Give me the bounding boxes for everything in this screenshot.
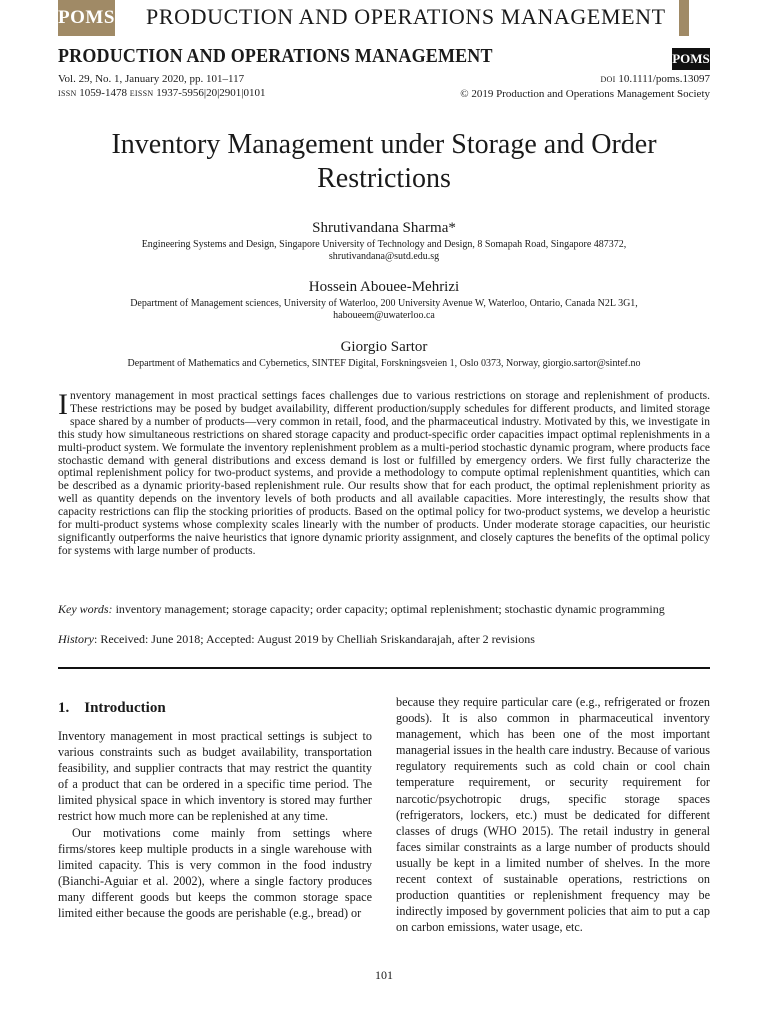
poms-badge: POMS [672,48,710,70]
body-paragraph: because they require particular care (e.g., refrigerated or frozen goods). It is also common in pharmaceutical inventory management, which has been one of the most important managerial issues in the health care industry. Because of various regulatory requirements such as cold chain or cool chain temperature requirement, or security requirement for narcotic/psychotropic drugs, specific storage spaces (refrigerators, lockers, etc.) must be dedicated for different classes of drugs (WHO 2015). The retail industry in general faces similar constraints as a large number of products should usually be kept in a limited number of shelves. In the more recent context of sustainable operations, restrictions on production quantities or replenishment frequency may be indirectly imposed by government policies that aim to put a cap on carbon emissions, water usage, etc. [396,695,710,935]
author-affiliation [58,298,710,322]
history-label: History [58,632,94,646]
title-line-2: Restrictions [317,163,451,194]
doi-line [460,72,710,87]
doi-value[interactable]: 10.1111/poms.13097 [618,73,710,85]
affiliation-text: Engineering Systems and Design, Singapore University of Technology and Design, 8 Somapah Road, Singapore 487372, [141,239,627,250]
affiliation-text: Department of Management sciences, University of Waterloo, 200 University Avenue W, Waterloo, Ontario, Canada N2L 3G1, [130,298,638,309]
eissn-label: EISSN [129,89,154,98]
issn-value: 1059-1478 [79,87,127,99]
author-name: Shrutivandana Sharma* [312,220,456,236]
article-history [58,632,710,646]
abstract-dropcap: I [58,388,68,421]
journal-top-banner [0,0,768,36]
keywords-text: inventory management; storage capacity; order capacity; optimal replenishment; stochastic dynamic programming [115,602,665,616]
title-line-1: Inventory Management under Storage and Order [111,129,657,160]
keywords-label: Key words: [58,602,113,616]
doi-info [460,72,710,101]
issn-label: ISSN [58,89,77,98]
history-text: : Received: June 2018; Accepted: August 2019 by Chelliah Sriskandarajah, after 2 revisions [94,632,535,646]
body-paragraph: Inventory management in most practical settings is subject to various constraints such as budget availability, transportation feasibility, and supplier contracts that may restrict the quantity of a product that can be ordered in a specific time period. The limited physical space in which inventory is stored may further restrict how much more can be replenished at any time. [58,729,372,824]
issue-info [58,72,265,101]
poms-logo: POMS [58,0,115,36]
eissn-value: 1937-5956|20|2901|0101 [156,87,266,99]
author-email[interactable]: haboueem@uwaterloo.ca [333,310,435,321]
section-heading-introduction: 1. Introduction [58,700,166,716]
author-name: Hossein Abouee-Mehrizi [308,279,460,295]
page-number: 101 [375,968,393,982]
author-email[interactable]: shrutivandana@sutd.edu.sg [328,251,440,262]
journal-title: PRODUCTION AND OPERATIONS MANAGEMENT [58,45,493,67]
abstract-text: nventory management in most practical settings faces challenges due to various restrictions on storage and replenishment of products. These restrictions may be posed by budget availability, different production/supply schedules for different products, and limited storage space shared by a number of products—very common in retail, food, and the pharmaceutical industry. Motivated by this, we investigate in this study how simultaneous restrictions on shared storage capacity and product-specific order capacities impact optimal replenishments in a multi-product system. We formulate the inventory replenishment problem as a multi-period stochastic dynamic program, where products face stochastic demand with general distributions and excess demand is lost or fulfilled by emergency orders. We first fully characterize the optimal replenishment policy for two-product systems, and provide a methodology to compute optimal replenishment quantities, which can be described as a dynamic priority-based replenishment rule. Our results show that for each product, the optimal replenishment priority as well as quantity depends on the inventory levels of both products and all available capacities. More interestingly, the results show that capacity restrictions can flip the stocking priorities of products. Based on the optimal policy for two-product systems, we develop a heuristic for multi-product systems whose complexity scales linearly with the number of products. Under moderate storage capacities, our heuristic significantly outperforms the naive heuristics that ignore dynamic priority assignment, and closely captures the benefits of the optimal policy for systems with large number of products. [58,390,710,557]
body-paragraph: Our motivations come mainly from settings where firms/stores keep multiple products in a single warehouse with limited capacity. This is very common in the food industry (Bianchi-Aguiar et al. 2002), where a single factory produces many different goods but keeps the common storage space limited either because the goods are perishable (e.g., bread) or [58,825,372,921]
abstract [58,390,710,558]
copyright-line: © 2019 Production and Operations Management Society [460,88,710,100]
article-title [58,128,710,196]
body-column-left [58,728,372,921]
volume-line: Vol. 29, No. 1, January 2020, pp. 101–117 [58,73,245,85]
issn-line [58,86,265,101]
doi-label: DOI [600,75,616,84]
journal-banner-title: PRODUCTION AND OPERATIONS MANAGEMENT [146,4,666,29]
author-affiliation [58,239,710,263]
section-divider [58,667,710,669]
keywords [58,603,710,617]
body-column-right [396,694,710,935]
banner-edge-mark [679,0,689,36]
author-name: Giorgio Sartor [340,339,428,355]
author-affiliation: Department of Mathematics and Cybernetics, SINTEF Digital, Forskningsveien 1, Oslo 0373, Norway, giorgio.sartor@sintef.no [127,358,641,369]
